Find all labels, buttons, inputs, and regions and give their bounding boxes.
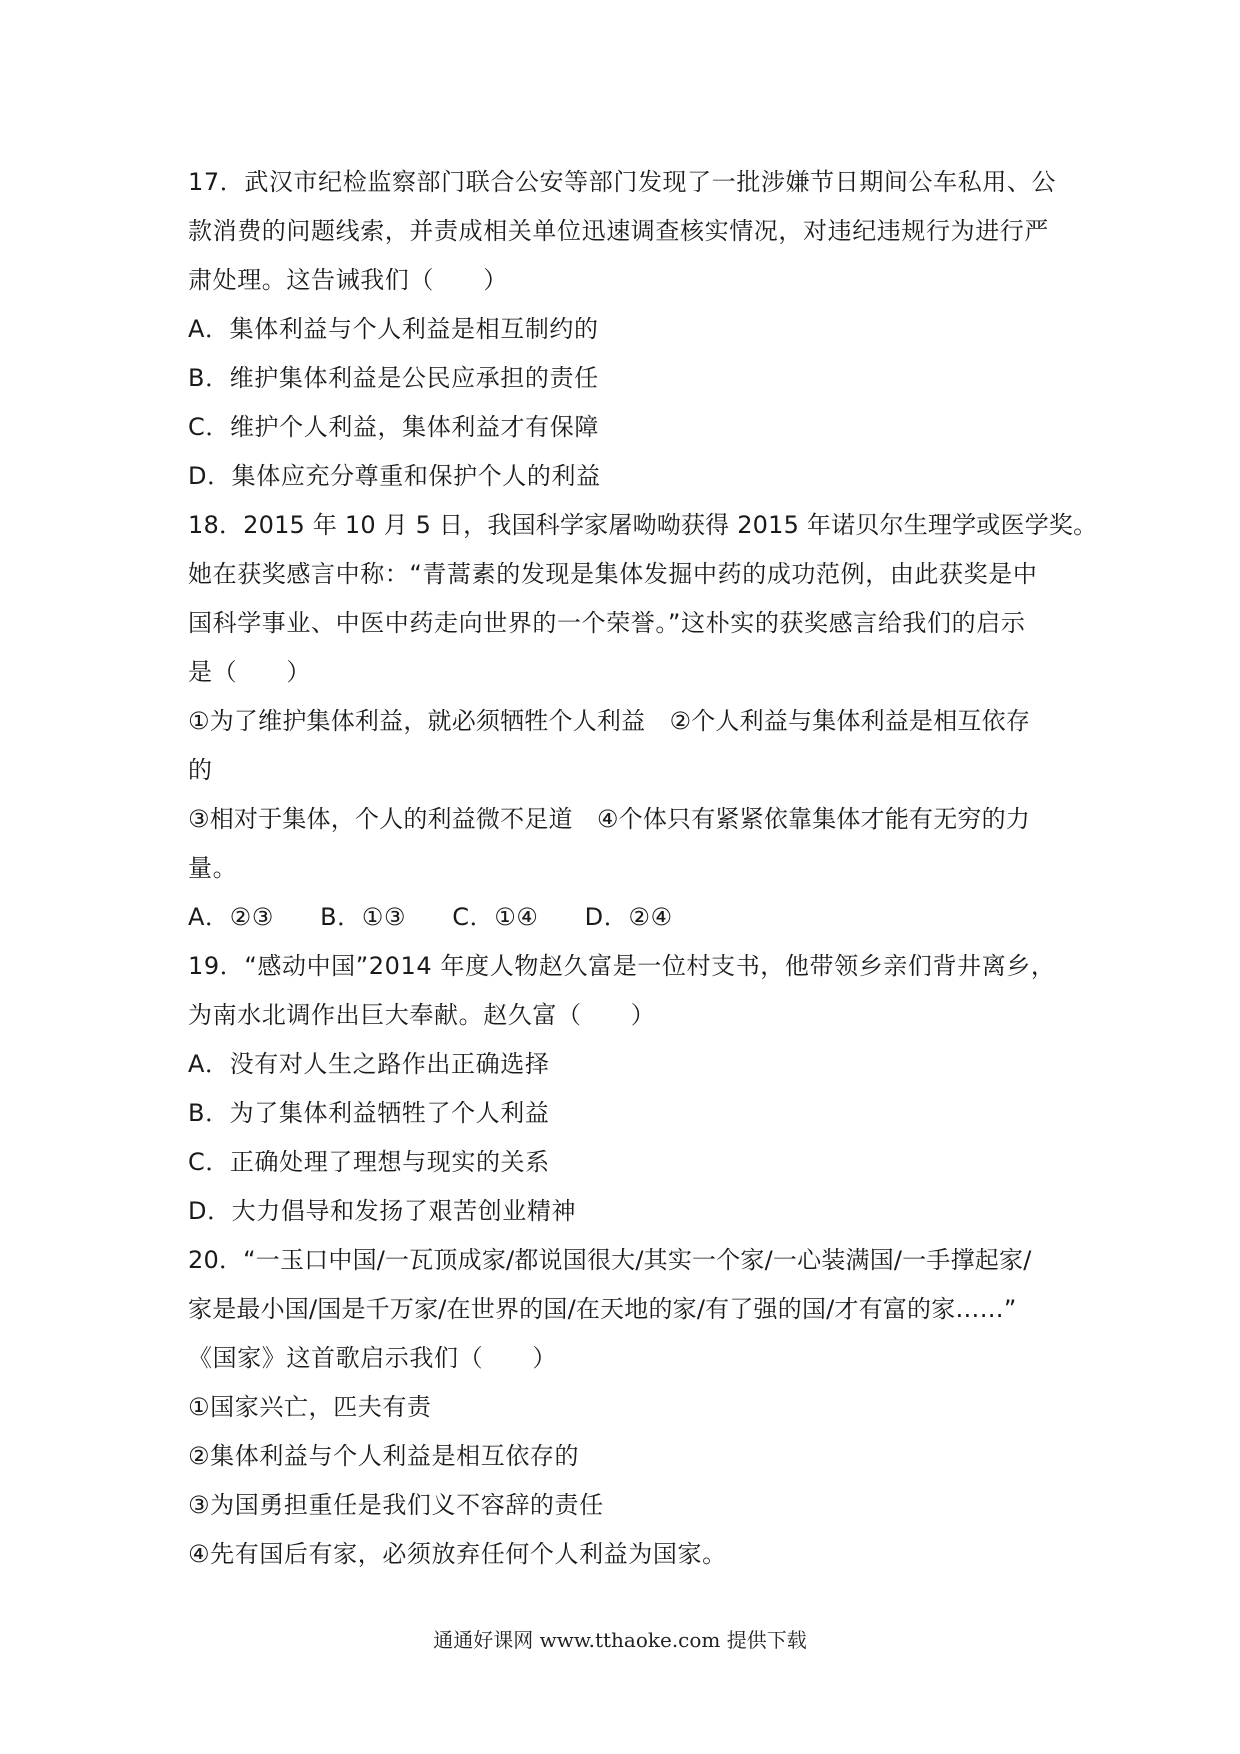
answer-option: B．①③ bbox=[320, 903, 406, 931]
page-footer: 通通好课网 www.tthaoke.com 提供下载 bbox=[433, 1628, 807, 1652]
question-stem-line: 肃处理。这告诫我们（ ） bbox=[188, 266, 508, 294]
answer-option: C．①④ bbox=[452, 903, 539, 931]
statement-line: 的 bbox=[188, 756, 213, 784]
statement-line: ①为了维护集体利益，就必须牺牲个人利益 ②个人利益与集体利益是相互依存 bbox=[188, 707, 1031, 735]
question-stem-line: 20．“一玉口中国/一瓦顶成家/都说国很大/其实一个家/一心装满国/一手撑起家/ bbox=[188, 1246, 1032, 1274]
answer-option: B．为了集体利益牺牲了个人利益 bbox=[188, 1099, 550, 1127]
answer-option: A．集体利益与个人利益是相互制约的 bbox=[188, 315, 599, 343]
question-stem-line: 是（ ） bbox=[188, 658, 311, 686]
question-stem-line: 17．武汉市纪检监察部门联合公安等部门发现了一批涉嫌节日期间公车私用、公 bbox=[188, 168, 1057, 196]
answer-options-row bbox=[188, 893, 1068, 942]
question-stem-line: 款消费的问题线索，并责成相关单位迅速调查核实情况，对违纪违规行为进行严 bbox=[188, 217, 1049, 245]
question-17 bbox=[188, 158, 1068, 501]
question-stem-line: 18．2015 年 10 月 5 日，我国科学家屠呦呦获得 2015 年诺贝尔生理学或医学奖。 bbox=[188, 511, 1098, 539]
question-stem-line: 《国家》这首歌启示我们（ ） bbox=[188, 1344, 557, 1372]
answer-option: C．正确处理了理想与现实的关系 bbox=[188, 1148, 550, 1176]
answer-option: D．大力倡导和发扬了艰苦创业精神 bbox=[188, 1197, 577, 1225]
question-stem-line: 为南水北调作出巨大奉献。赵久富（ ） bbox=[188, 1001, 656, 1029]
statement-line: ③为国勇担重任是我们义不容辞的责任 bbox=[188, 1491, 604, 1519]
statement-line: ④先有国后有家，必须放弃任何个人利益为国家。 bbox=[188, 1540, 727, 1568]
answer-option: C．维护个人利益，集体利益才有保障 bbox=[188, 413, 599, 441]
question-18 bbox=[188, 501, 1098, 942]
exam-page-content bbox=[188, 158, 1098, 1579]
question-stem-line: 家是最小国/国是千万家/在世界的国/在天地的家/有了强的国/才有富的家……” bbox=[188, 1295, 1017, 1323]
statement-line: ①国家兴亡，匹夫有责 bbox=[188, 1393, 432, 1421]
answer-option: A．没有对人生之路作出正确选择 bbox=[188, 1050, 550, 1078]
answer-option: A．②③ bbox=[188, 903, 274, 931]
answer-option: B．维护集体利益是公民应承担的责任 bbox=[188, 364, 599, 392]
question-20 bbox=[188, 1236, 1068, 1579]
question-19 bbox=[188, 942, 1068, 1236]
question-stem-line: 19．“感动中国”2014 年度人物赵久富是一位村支书，他带领乡亲们背井离乡， bbox=[188, 952, 1056, 980]
statement-line: 量。 bbox=[188, 854, 238, 882]
answer-option: D．集体应充分尊重和保护个人的利益 bbox=[188, 462, 601, 490]
statement-line: ③相对于集体，个人的利益微不足道 ④个体只有紧紧依靠集体才能有无穷的力 bbox=[188, 805, 1031, 833]
question-stem-line: 国科学事业、中医中药走向世界的一个荣誉。”这朴实的获奖感言给我们的启示 bbox=[188, 609, 1026, 637]
answer-option: D．②④ bbox=[584, 903, 673, 931]
question-stem-line: 她在获奖感言中称：“青蒿素的发现是集体发掘中药的成功范例，由此获奖是中 bbox=[188, 560, 1038, 588]
statement-line: ②集体利益与个人利益是相互依存的 bbox=[188, 1442, 580, 1470]
